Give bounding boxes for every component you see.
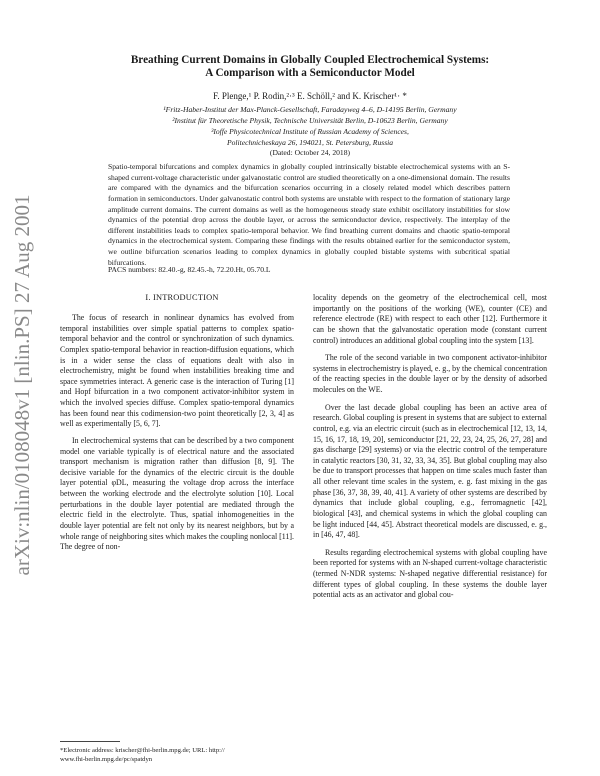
- affiliation-1: ¹Fritz-Haber-Institut der Max-Planck-Gesellschaft, Faradayweg 4–6, D-14195 Berlin, Germany: [163, 105, 457, 114]
- footnote: [60, 746, 294, 764]
- section-heading: I. INTRODUCTION: [145, 293, 219, 302]
- intro-paragraph-2: In electrochemical systems that can be described by a two component model one variable typically is of electrical nature and the associated transport mechanism is migration rather than diffusion [8, 9]. The decisive variable for the dynamics of the electric circuit is the double layer potential φDL, measuring the voltage drop across the interface between the working electrode and the electrolyte solution [10]. Local perturbations in the double layer potential are mediated through the electric field in the electrolyte. Thus, spatial inhomogeneities in the double layer potential are felt not only by its nearest neighbors, but by a whole range of neighboring sites which makes the coupling nonlocal [11]. The degree of non-: [60, 435, 294, 552]
- intro-paragraph-3: The role of the second variable in two component activator-inhibitor systems in electrochemistry is played, e. g., by the chemical concentration of the reacting species in the double layer or by the density of adsorbed molecules on the WE.: [313, 353, 548, 394]
- arxiv-identifier: arXiv:nlin/0108048v1 [nlin.PS] 27 Aug 2001: [10, 194, 34, 576]
- footnote-line-1: *Electronic address: krischer@fhi-berlin.mpg.de; URL: http://: [60, 747, 225, 754]
- affiliation-2: ²Institut für Theoretische Physik, Technische Universität Berlin, D-10623 Berlin, Germany: [172, 116, 448, 125]
- footnote-line-2: www.fhi-berlin.mpg.de/pc/spatdyn: [60, 756, 153, 764]
- pacs-numbers: PACS numbers: 82.40.-g, 82.45.-h, 72.20.Ht, 05.70.L: [108, 265, 271, 274]
- right-column: [313, 293, 547, 601]
- title-line-2: A Comparison with a Semiconductor Model: [205, 67, 415, 80]
- affiliation-3-address: Politechnicheskaya 26, 194021, St. Petersburg, Russia: [226, 138, 394, 147]
- abstract: Spatio-temporal bifurcations and complex dynamics in globally coupled intrinsically bistable electrochemical systems with an S-shaped current-voltage characteristic under galvanostatic control are studied theoretically on a one-dimensional domain. The results are compared with the dynamics and the bifurcation scenarios occurring in a closely related model which describes pattern formation in semiconductors. Under galvanostatic control both systems are unstable with respect to the formation of stationary large amplitude current domains. The current domains as well as the homogeneous steady state exhibit oscillatory instabilities for slow dynamics of the potential drop across the double layer, or across the semiconductor device, respectively. The interplay of the different instabilities leads to complex spatio-temporal behavior. We find breathing current domains and chaotic spatio-temporal dynamics in the electrochemical system. Comparing these findings with the results obtained earlier for the semiconductor system, we outline bifurcation scenarios leading to complex dynamics in globally coupled bistable systems with subcritical spatial bifurcations.: [108, 162, 510, 267]
- left-column: [60, 313, 294, 553]
- intro-paragraph-4: Over the last decade global coupling has been an active area of research. Global coupling is present in systems that are subject to external control, e.g. via an electric circuit (such as in electrochemical [12, 13, 14, 15, 16, 17, 18, 19, 20], semiconductor [21, 22, 23, 24, 25, 26, 27, 28] and gas discharge [29] systems) or via the electric control of the temperature in catalytic reactors [30, 31, 32, 33, 34, 35]. But global coupling may also be due to transport processes that happen on time scales much faster than all other relevant time scales in the system, e. g. fast mixing in the gas phase [36, 37, 38, 39, 40, 41]. A variety of other systems are described by dynamics that include global coupling, e.g., ferromagnetic [42], biological [43], and chemical systems in which the global coupling can be light induced [44, 45]. Abstract theoretical models are discussed, e. g., in [46, 47, 48].: [313, 402, 547, 540]
- footnote-rule: [60, 741, 120, 742]
- intro-paragraph-2-continued: locality depends on the geometry of the electrochemical cell, most importantly on the positions of the working (WE), counter (CE) and reference electrode (RE) with respect to each other [12]. Furthermore it can be shown that the galvanostatic operation mode (constant current control) introduces an additional global coupling into the system [13].: [313, 293, 547, 345]
- paper-title: [70, 54, 550, 81]
- affiliation-3: ³Ioffe Physicotechnical Institute of Russian Academy of Sciences,: [211, 127, 409, 136]
- intro-paragraph-1: The focus of research in nonlinear dynamics has evolved from temporal instabilities over simple spatial patterns to complex spatio-temporal behavior and the control or synchronization of such dynamics. Complex spatio-temporal behavior in reaction-diffusion equations, which is in a wider sense the class of equations dealt with also in electrochemistry, might be found when instabilities breaking time and space symmetries interact. A generic case is the interaction of Turing [1] and Hopf bifurcation in a two component activator-inhibitor system in which the involved species diffuse. Complex spatio-temporal dynamics has been found near this codimension-two point theoretically [2, 3, 4] as well as experimentally [5, 6, 7].: [60, 313, 294, 429]
- intro-paragraph-5: Results regarding electrochemical systems with global coupling have been reported for systems with an N-shaped current-voltage characteristic (termed N-NDR systems: N-shaped negative differential resistance) for different types of global coupling. In these systems the double layer potential acts as an activator and global cou-: [313, 547, 547, 600]
- date-line: (Dated: October 24, 2018): [269, 148, 351, 157]
- title-line-1: Breathing Current Domains in Globally Coupled Electrochemical Systems:: [130, 54, 490, 66]
- author-list: F. Plenge,¹ P. Rodin,²·³ E. Schöll,² and K. Krischer¹· *: [213, 91, 407, 101]
